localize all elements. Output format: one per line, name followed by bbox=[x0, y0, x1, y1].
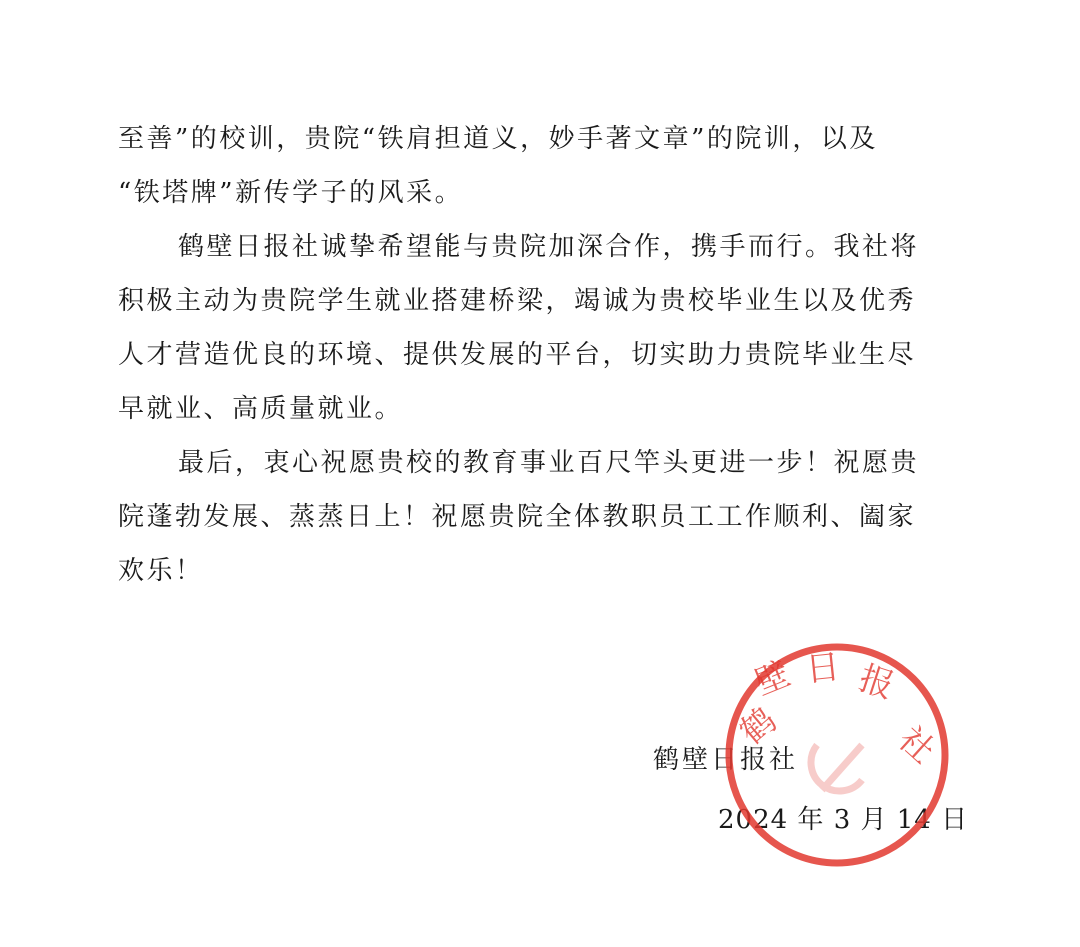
svg-text:报: 报 bbox=[854, 658, 899, 707]
letter-body bbox=[118, 112, 958, 598]
body-line-6: 早就业、高质量就业。 bbox=[118, 394, 404, 424]
body-line-7: 最后，衷心祝愿贵校的教育事业百尺竿头更进一步！祝愿贵 bbox=[178, 448, 920, 478]
body-line-8: 院蓬勃发展、蒸蒸日上！祝愿贵院全体教职员工工作顺利、阖家 bbox=[118, 502, 917, 532]
svg-text:壁: 壁 bbox=[749, 653, 796, 704]
body-line-2: “铁塔牌”新传学子的风采。 bbox=[118, 178, 464, 208]
svg-text:日: 日 bbox=[803, 646, 842, 691]
body-line-5: 人才营造优良的环境、提供发展的平台，切实助力贵院毕业生尽 bbox=[118, 340, 917, 370]
body-line-9: 欢乐！ bbox=[118, 556, 204, 586]
svg-text:鹤: 鹤 bbox=[732, 700, 785, 753]
svg-text:社: 社 bbox=[890, 719, 943, 772]
signature-organization: 鹤壁日报社 bbox=[653, 745, 799, 775]
signature-date: 2024 年 3 月 14 日 bbox=[718, 805, 969, 835]
body-line-4: 积极主动为贵院学生就业搭建桥梁，竭诚为贵校毕业生以及优秀 bbox=[118, 286, 917, 316]
body-line-1: 至善”的校训，贵院“铁肩担道义，妙手著文章”的院训，以及 bbox=[118, 124, 878, 154]
body-line-3: 鹤壁日报社诚挚希望能与贵院加深合作，携手而行。我社将 bbox=[178, 232, 920, 262]
